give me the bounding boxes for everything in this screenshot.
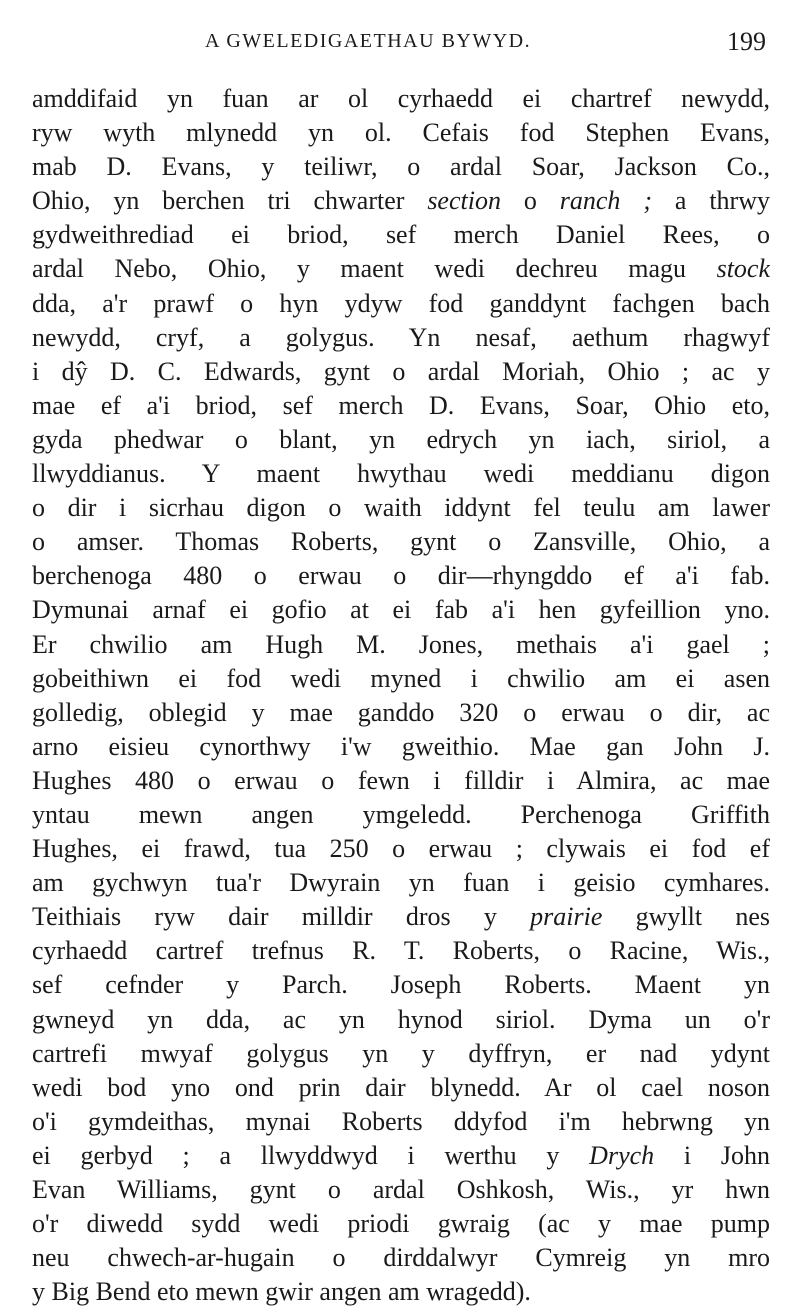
text-line [32, 628, 770, 662]
text-line [32, 150, 770, 184]
text-segment: sef cefnder y Parch. Joseph Roberts. Maent yn [32, 970, 770, 1000]
text-segment: i dŷ D. C. Edwards, gynt o ardal Moriah, Ohio ; ac y [32, 356, 770, 386]
text-line [32, 389, 770, 423]
text-segment: y Big Bend eto mewn gwir angen am wragedd). [32, 1277, 531, 1307]
text-line [32, 832, 770, 866]
text-line [32, 968, 770, 1002]
text-line [32, 1207, 770, 1241]
text-segment: gobeithiwn ei fod wedi myned i chwilio am ei asen [32, 663, 770, 693]
text-segment: neu chwech-ar-hugain o dirddalwyr Cymreig yn mro [32, 1243, 770, 1273]
text-segment: Hughes 480 o erwau o fewn i filldir i Almira, ac mae [32, 765, 770, 795]
text-line [32, 1105, 770, 1139]
text-line [32, 1037, 770, 1071]
text-line [32, 1071, 770, 1105]
text-line [32, 525, 770, 559]
text-line [32, 1275, 770, 1309]
text-segment: o'r diwedd sydd wedi priodi gwraig (ac y mae pump [32, 1209, 770, 1239]
text-segment: Ohio, yn berchen tri chwarter [32, 186, 428, 216]
text-segment: Dymunai arnaf ei gofio at ei fab a'i hen gyfeillion yno. [32, 595, 770, 625]
text-segment: o amser. Thomas Roberts, gynt o Zansville, Ohio, a [32, 527, 770, 557]
text-line [32, 764, 770, 798]
body-text [32, 82, 770, 1309]
text-line [32, 1241, 770, 1275]
text-line [32, 798, 770, 832]
text-segment: am gychwyn tua'r Dwyrain yn fuan i geisio cymhares. [32, 868, 770, 898]
text-segment: Hughes, ei frawd, tua 250 o erwau ; clywais ei fod ef [32, 834, 770, 864]
text-line [32, 696, 770, 730]
text-segment: gwyllt nes [602, 902, 770, 932]
text-line [32, 184, 770, 218]
italic-text: ranch ; [559, 186, 652, 216]
text-line [32, 252, 770, 286]
text-segment: llwyddianus. Y maent hwythau wedi meddianu digon [32, 459, 770, 489]
text-segment: gydweithrediad ei briod, sef merch Daniel Rees, o [32, 220, 770, 250]
text-line [32, 900, 770, 934]
text-segment: golledig, oblegid y mae ganddo 320 o erwau o dir, ac [32, 697, 770, 727]
text-segment: wedi bod yno ond prin dair blynedd. Ar ol cael noson [32, 1072, 770, 1102]
text-line [32, 457, 770, 491]
text-line [32, 1003, 770, 1037]
text-segment: mae ef a'i briod, sef merch D. Evans, Soar, Ohio eto, [32, 390, 770, 420]
text-segment: amddifaid yn fuan ar ol cyrhaedd ei chartref newydd, [32, 84, 770, 113]
text-line [32, 218, 770, 252]
text-line [32, 82, 770, 116]
text-line [32, 866, 770, 900]
text-line [32, 1173, 770, 1207]
text-line [32, 116, 770, 150]
italic-text: section [427, 186, 501, 216]
text-line [32, 730, 770, 764]
text-segment: o dir i sicrhau digon o waith iddynt fel teulu am lawer [32, 493, 770, 523]
text-segment: o [500, 186, 560, 216]
italic-text: Drych [589, 1140, 655, 1170]
italic-text: stock [716, 254, 770, 284]
text-segment: berchenoga 480 o erwau o dir—rhyngddo ef a'i fab. [32, 561, 770, 591]
italic-text: prairie [530, 902, 603, 932]
text-line [32, 423, 770, 457]
text-line [32, 1139, 770, 1173]
text-line [32, 934, 770, 968]
text-segment: arno eisieu cynorthwy i'w gweithio. Mae gan John J. [32, 731, 770, 761]
text-segment: a thrwy [651, 186, 770, 216]
text-segment: ardal Nebo, Ohio, y maent wedi dechreu magu [32, 254, 717, 284]
text-segment: Er chwilio am Hugh M. Jones, methais a'i gael ; [32, 629, 770, 659]
text-segment: i John [654, 1140, 770, 1170]
text-line [32, 287, 770, 321]
text-segment: ryw wyth mlynedd yn ol. Cefais fod Stephen Evans, [32, 118, 770, 148]
running-title: A GWELEDIGAETHAU BYWYD. [205, 30, 532, 52]
page-header [0, 27, 803, 62]
text-segment: cartrefi mwyaf golygus yn y dyffryn, er nad ydynt [32, 1038, 770, 1068]
text-segment: dda, a'r prawf o hyn ydyw fod ganddynt fachgen bach [32, 288, 770, 318]
text-line [32, 355, 770, 389]
text-segment: newydd, cryf, a golygus. Yn nesaf, aethum rhagwyf [32, 322, 770, 352]
text-line [32, 662, 770, 696]
text-segment: ei gerbyd ; a llwyddwyd i werthu y [32, 1140, 590, 1170]
text-line [32, 593, 770, 627]
text-segment: o'i gymdeithas, mynai Roberts ddyfod i'm hebrwng yn [32, 1106, 770, 1136]
text-line [32, 491, 770, 525]
text-line [32, 559, 770, 593]
page-number: 199 [727, 27, 766, 56]
text-segment: gyda phedwar o blant, yn edrych yn iach, siriol, a [32, 424, 770, 454]
text-segment: gwneyd yn dda, ac yn hynod siriol. Dyma un o'r [32, 1004, 770, 1034]
text-segment: Teithiais ryw dair milldir dros y [32, 902, 531, 932]
text-segment: mab D. Evans, y teiliwr, o ardal Soar, Jackson Co., [32, 152, 770, 182]
text-segment: yntau mewn angen ymgeledd. Perchenoga Griffith [32, 799, 770, 829]
text-line [32, 321, 770, 355]
text-segment: Evan Williams, gynt o ardal Oshkosh, Wis., yr hwn [32, 1175, 770, 1204]
text-segment: cyrhaedd cartref trefnus R. T. Roberts, o Racine, Wis., [32, 936, 770, 966]
